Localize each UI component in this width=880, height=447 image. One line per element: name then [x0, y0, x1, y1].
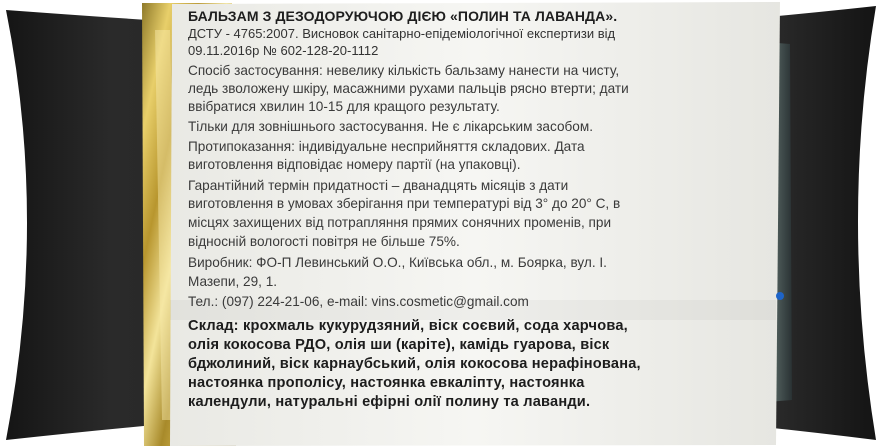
- blue-dot-mark: [776, 292, 784, 300]
- label-line: Спосіб застосування: невелику кількість бальзаму нанести на чисту,: [188, 63, 620, 78]
- label-line: 09.11.2016р № 602-128-20-1112: [188, 43, 379, 58]
- label-text-block: [180, 0, 780, 447]
- label-line: Виробник: ФО-П Левинський О.О., Київська обл., м. Боярка, вул. І.: [188, 255, 607, 270]
- composition-line: олія кокосова РДО, олія ши (каріте), камідь гуарова, віск: [188, 337, 610, 353]
- label-line: ледь зволожену шкіру, масажними рухами пальців рясно втерти; дати: [188, 81, 629, 96]
- composition-line: Склад: крохмаль кукурудзяний, віск соєвий, сода харчова,: [188, 318, 628, 334]
- composition-line: календули, натуральні ефірні олії полину та лаванди.: [188, 394, 591, 410]
- label-line: ввібратися хвилин 10-15 для кращого результату.: [188, 99, 500, 114]
- label-line: Гарантійний термін придатності – дванадцять місяців з дати: [188, 178, 569, 193]
- composition-line: настоянка прополісу, настоянка евкаліпту, настоянка: [188, 375, 585, 391]
- label-line: відносній вологості повітря не більше 75%.: [188, 234, 460, 249]
- label-line: Тільки для зовнішнього застосування. Не є лікарським засобом.: [188, 119, 593, 134]
- label-line: виготовлення в умовах зберігання при температурі від 3° до 20° С, в: [188, 196, 621, 211]
- label-line: Протипоказання: індивідуальне несприйняття складових. Дата: [188, 139, 585, 154]
- label-line: Мазепи, 29, 1.: [188, 274, 278, 289]
- composition-line: бджолиний, віск карнаубський, олія кокосова нерафінована,: [188, 356, 641, 372]
- product-title: БАЛЬЗАМ З ДЕЗОДОРУЮЧОЮ ДІЄЮ «ПОЛИН ТА ЛАВАНДА».: [188, 8, 618, 24]
- label-line: ДСТУ - 4765:2007. Висновок санітарно-епідеміологічної експертизи від: [188, 26, 616, 41]
- contact-line: Тел.: (097) 224-21-06, e-mail: vins.cosmetic@gmail.com: [188, 294, 529, 309]
- label-line: місцях захищених від потрапляння прямих сонячних променів, при: [188, 215, 612, 230]
- label-line: виготовлення відповідає номеру партії (на упаковці).: [188, 157, 521, 172]
